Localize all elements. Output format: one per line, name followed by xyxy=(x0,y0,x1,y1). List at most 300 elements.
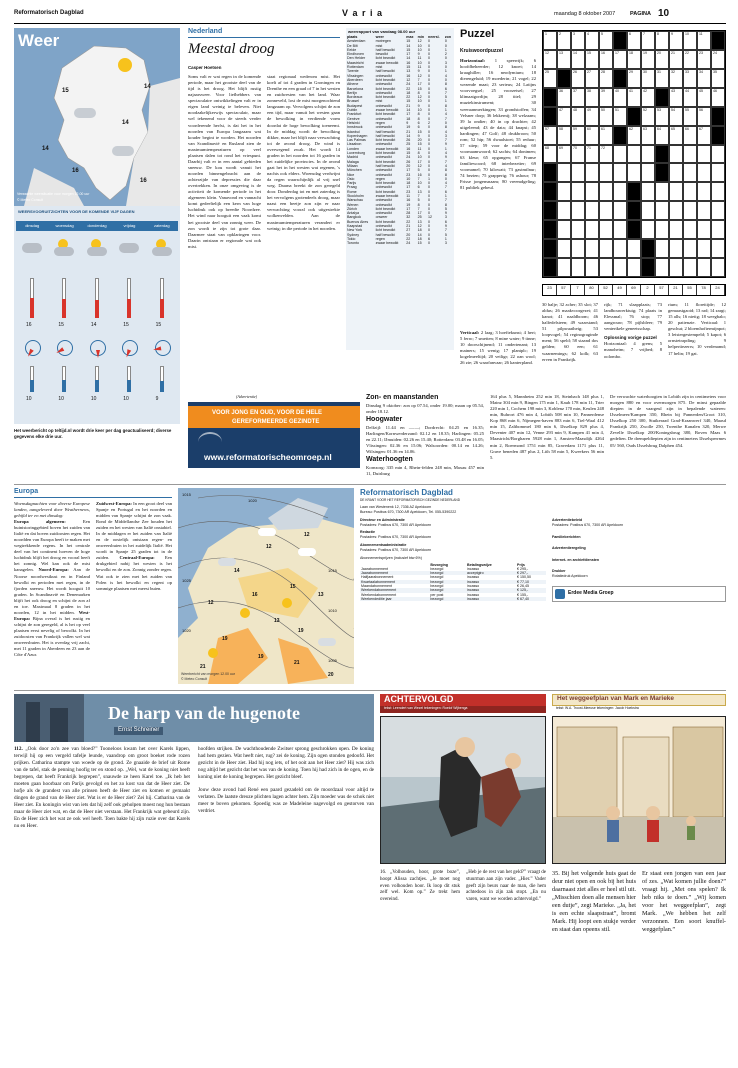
price-cell: Maandabonnement xyxy=(361,584,392,589)
table-cell: 4 xyxy=(444,151,447,156)
table-cell: zwaar bewolkt xyxy=(375,108,399,113)
crossword-cell[interactable] xyxy=(641,31,655,50)
crossword-cell[interactable] xyxy=(655,201,669,220)
crossword-cell[interactable] xyxy=(585,182,599,201)
crossword-cell[interactable] xyxy=(571,126,585,145)
table-cell: Frankfurt xyxy=(346,112,375,116)
crossword-cell[interactable] xyxy=(557,126,571,145)
crossword-cell[interactable] xyxy=(669,145,683,164)
crossword-cell[interactable] xyxy=(655,69,669,88)
crossword-cell[interactable] xyxy=(571,107,585,126)
table-cell: regen xyxy=(375,236,385,241)
crossword-cell[interactable] xyxy=(627,145,641,164)
table-cell: 0 xyxy=(428,142,431,147)
crossword-cell[interactable] xyxy=(711,145,725,164)
crossword-cell[interactable] xyxy=(557,145,571,164)
price-cell: bezorgd xyxy=(430,566,444,571)
crossword-cell[interactable] xyxy=(697,163,711,182)
crossword-cell[interactable] xyxy=(613,220,627,239)
table-cell: 18 xyxy=(406,90,411,95)
crossword-cell[interactable] xyxy=(599,31,613,50)
price-table-body xyxy=(360,567,546,601)
crossword-cell[interactable] xyxy=(613,201,627,220)
table-cell: 24 xyxy=(405,155,416,159)
crossword-cell[interactable] xyxy=(571,163,585,182)
crossword-cell[interactable] xyxy=(711,201,725,220)
crossword-block xyxy=(627,182,641,201)
crossword-cell-number: 7 xyxy=(643,32,645,36)
solution-cell[interactable]: 57 xyxy=(557,285,571,295)
crossword-cell[interactable] xyxy=(627,31,641,50)
crossword-cell[interactable] xyxy=(711,69,725,88)
crossword-cell-number: 37 xyxy=(573,88,577,93)
crossword-cell[interactable] xyxy=(571,50,585,69)
wind-icon xyxy=(81,338,113,360)
achtervolgd-col-1: 16. „Volhouden, hoor, grote boze”, hoopt Alissa zachtjes. „Je moet nog even volhouden hoor. Ik loop dit stuk zelf wel. Kom op.” Ze trekt hem overeind. xyxy=(380,870,460,902)
table-cell: 0 xyxy=(427,112,444,116)
crossword-cell[interactable] xyxy=(683,258,697,277)
crossword-cell[interactable] xyxy=(543,69,557,88)
solution-cell[interactable]: 57 xyxy=(655,285,669,295)
sun-icon xyxy=(118,58,132,72)
crossword-cell[interactable] xyxy=(669,88,683,107)
crossword-cell[interactable] xyxy=(697,182,711,201)
table-cell: 3 xyxy=(444,133,447,138)
crossword-cell[interactable] xyxy=(697,50,711,69)
max-temp-2: 15 xyxy=(58,322,64,328)
weather-table-body xyxy=(346,39,454,245)
crossword-cell[interactable] xyxy=(697,145,711,164)
crossword-cell[interactable] xyxy=(613,182,627,201)
table-cell: half bewolkt xyxy=(375,133,395,138)
crossword-cell[interactable] xyxy=(683,88,697,107)
nederland-author: Casper Hoetsen xyxy=(188,64,222,70)
crossword-cell[interactable] xyxy=(627,50,641,69)
solution-cell[interactable]: 80 xyxy=(585,285,599,295)
crossword-cell[interactable] xyxy=(697,258,711,277)
crossword-cell[interactable] xyxy=(669,258,683,277)
crossword-cell[interactable] xyxy=(543,126,557,145)
cloud-icon xyxy=(258,528,276,536)
puzzel-oplossing-h: Horizontaal: 4 grens; 5 manoheim; 7 vrijbed; 8 oolombo. xyxy=(604,341,662,359)
cloud-icon xyxy=(74,108,96,118)
crossword-cell[interactable] xyxy=(669,50,683,69)
crossword-cell[interactable] xyxy=(599,126,613,145)
crossword-cell[interactable] xyxy=(683,107,697,126)
puzzel-section xyxy=(460,28,726,392)
hoogwater-text: Delfzijl: 11.44 en —.—; Dordrecht: 04.25 en 16.35; Harlingen/Kornwerderzand: 02.12 en 18.35; Harlingen: 05.25 en 22.11; IJmuiden: 02.26 en 15.40; Rotterdam: 03.48 en 16.05; Vlissingen: 02.36 en 15.06; Walsoorden: 00.14 en 14.26; Wilsingen: 01.36 en 14.06. xyxy=(366,424,484,454)
colofon-left xyxy=(360,488,546,601)
crossword-cell[interactable] xyxy=(613,88,627,107)
crossword-cell[interactable] xyxy=(627,88,641,107)
table-cell: 18 xyxy=(406,116,411,121)
table-cell: onbewolkt xyxy=(375,104,406,108)
colofon-lines xyxy=(360,505,546,561)
table-cell: 25 xyxy=(417,215,427,219)
crossword-cell[interactable] xyxy=(571,88,585,107)
crossword-cell[interactable] xyxy=(697,69,711,88)
table-cell: 0 xyxy=(444,65,447,70)
crossword-cell[interactable] xyxy=(711,50,725,69)
table-cell: 7 xyxy=(417,193,420,198)
crossword-cell[interactable] xyxy=(585,163,599,182)
crossword-cell[interactable] xyxy=(557,50,571,69)
table-cell: 13 xyxy=(417,219,422,224)
crossword-cell[interactable] xyxy=(571,31,585,50)
solution-cell[interactable]: 24 xyxy=(711,285,725,295)
crossword-cell[interactable] xyxy=(571,69,585,88)
crossword-cell[interactable] xyxy=(655,107,669,126)
crossword-cell[interactable] xyxy=(697,31,711,50)
crossword-cell[interactable] xyxy=(627,126,641,145)
puzzel-verticaal-text-2: 2 laag; 3 hoeftekunst; 4 hert; 5 ferro; 7 smetten; 8 mine water; 9 tinne; 10 doorschijnend; 11 ondertenant; 13 mainers; 15 wenig; 17 plantplc; 19 kogelmeeltijd; 20 veiligr; 22 oan wool; 26 zie; 26 waarfanvaar; 26 kanterpland. xyxy=(460,330,536,366)
crossword-cell[interactable] xyxy=(585,50,599,69)
crossword-cell[interactable] xyxy=(655,258,669,277)
max-temp-4: 15 xyxy=(123,322,129,328)
europa-temp-3: 12 xyxy=(304,532,310,538)
crossword-cell[interactable] xyxy=(599,220,613,239)
crossword-cell-number: 1 xyxy=(545,32,547,36)
table-cell: Bordeaux xyxy=(346,95,375,99)
forecast-min-row xyxy=(16,364,178,408)
europa-west-head: West-Europa: xyxy=(14,609,90,621)
price-cell: acceptgiro xyxy=(466,571,516,575)
crossword-cell[interactable] xyxy=(669,201,683,220)
crossword-cell[interactable] xyxy=(683,69,697,88)
table-cell: 17 xyxy=(406,185,411,190)
solution-cell[interactable]: 49 xyxy=(613,285,627,295)
harp-title: De harp van de hugenote xyxy=(108,703,301,723)
crossword-cell[interactable] xyxy=(613,239,627,258)
max-temp-1: 16 xyxy=(26,322,32,328)
crossword-cell[interactable] xyxy=(599,239,613,258)
table-cell: Twente xyxy=(346,69,375,73)
crossword-cell[interactable] xyxy=(697,107,711,126)
price-cell: incasso xyxy=(467,584,480,589)
crossword-grid[interactable] xyxy=(542,30,726,278)
crossword-cell[interactable] xyxy=(683,145,697,164)
solution-cell[interactable]: 69 xyxy=(627,285,641,295)
crossword-cell-number: 43 xyxy=(671,88,675,93)
crossword-cell[interactable] xyxy=(613,50,627,69)
crossword-cell[interactable] xyxy=(599,145,613,164)
crossword-cell[interactable] xyxy=(557,31,571,50)
crossword-cell[interactable] xyxy=(683,201,697,220)
table-cell: 8 xyxy=(417,116,420,121)
table-cell: 0 xyxy=(428,219,431,224)
table-cell: half bewolkt xyxy=(375,233,406,237)
crossword-cell[interactable] xyxy=(641,182,655,201)
thermometer-max xyxy=(146,274,178,334)
crossword-cell[interactable] xyxy=(585,239,599,258)
nederland-col-2: staat regionaal wederom mist. Het koelt af tot 4 graden in Groningen en Drenthe en een graad of 7 in het westen en zuidwesten van het land. Waar zonneveld, lost de mist morgenochtend langzaam op. Vervolgens schijnt de zon een tijd, maar vanuit het westen gaan de bewolking in verdiende vorm doordat de hoge bewolking toeneemt. In de middag wordt de bewolking dikker, maar het blijft naar verwachting tot de avond droog. De wind is overwegend zwak. Het wordt 14 graden in het noorden tot 16 graden in het zuidelijke provincies. In de avond gaat het in het westen wat regenen, 's nachts ook elders. Woensdag verdwijnt da regen waarschijnlijk al vrij snel weg. Daarna breekt de zon geregeld door. Donderdag tot en met zaterdag is het vervolgens grotendeels droog, maar naast een beetje zon zijn er naar verwachting vooral ook uitgestrekte wolkenvelden. Aan de maximumtemperaturen verandert er weinig; in die periode in het noorden. xyxy=(267,74,340,231)
table-header-cell: weer xyxy=(375,35,384,39)
colofon-line: Redactie xyxy=(360,530,375,535)
crossword-cell[interactable] xyxy=(669,107,683,126)
crossword-cell[interactable] xyxy=(641,126,655,145)
crossword-cell[interactable] xyxy=(627,163,641,182)
crossword-cell[interactable] xyxy=(557,201,571,220)
crossword-cell[interactable] xyxy=(697,239,711,258)
table-cell: 0 xyxy=(427,78,444,82)
crossword-cell-number: 4 xyxy=(587,32,589,36)
solution-cell[interactable]: 78 xyxy=(697,285,711,295)
table-cell: half bewolkt xyxy=(375,69,406,73)
crossword-cell[interactable] xyxy=(557,220,571,239)
table-cell: Milaan xyxy=(346,164,375,168)
table-cell: München xyxy=(347,168,362,173)
crossword-cell[interactable] xyxy=(669,182,683,201)
pressure-label-4: 1020 xyxy=(182,628,191,633)
crossword-cell-number: 58 xyxy=(559,126,563,131)
table-cell: 0 xyxy=(427,233,444,237)
crossword-cell[interactable] xyxy=(669,239,683,258)
table-cell: 0 xyxy=(427,61,444,65)
weer-temp-5: 16 xyxy=(72,168,79,174)
crossword-cell[interactable] xyxy=(641,50,655,69)
crossword-cell[interactable] xyxy=(641,201,655,220)
table-cell: half bewolkt xyxy=(375,47,395,52)
crossword-cell[interactable] xyxy=(655,220,669,239)
crossword-cell[interactable] xyxy=(669,31,683,50)
advertentie-banner[interactable] xyxy=(188,402,360,468)
crossword-cell[interactable] xyxy=(585,220,599,239)
crossword-cell[interactable] xyxy=(655,50,669,69)
solution-cell[interactable]: 7 xyxy=(571,285,585,295)
table-cell: 12 xyxy=(417,39,422,44)
table-cell: 18 xyxy=(405,181,416,185)
weggeefplan-title: Het weggeefplan van Mark en Marieke xyxy=(557,695,675,702)
crossword-cell[interactable] xyxy=(571,239,585,258)
europa-centraal: Een drukgebied nabij het westen is het bewolkt en de zon. Zonnig zonder regen. Wat ook te zien met het zuiden van Polen is het bewolkt en regent op sommige plaatsen met meest buien. xyxy=(96,555,172,591)
crossword-cell[interactable] xyxy=(683,31,697,50)
crossword-cell[interactable] xyxy=(599,50,613,69)
table-cell: 26 xyxy=(406,159,411,164)
crossword-cell[interactable] xyxy=(557,163,571,182)
crossword-cell[interactable] xyxy=(599,182,613,201)
crossword-cell[interactable] xyxy=(669,220,683,239)
crossword-cell-number: 3 xyxy=(573,32,575,36)
crossword-cell[interactable] xyxy=(711,258,725,277)
crossword-cell[interactable] xyxy=(585,107,599,126)
crossword-cell[interactable] xyxy=(599,258,613,277)
crossword-cell[interactable] xyxy=(711,182,725,201)
crossword-block xyxy=(543,88,557,107)
crossword-cell[interactable] xyxy=(585,126,599,145)
crossword-cell[interactable] xyxy=(683,126,697,145)
weer-map-caption: Verwachte weersituatie voor morgen 12.00 uur xyxy=(17,192,90,196)
europa-zuidwest-head: Zuidwest-Europa: xyxy=(96,500,132,506)
crossword-cell[interactable] xyxy=(697,88,711,107)
table-cell: 6 xyxy=(444,219,447,224)
crossword-cell[interactable] xyxy=(571,201,585,220)
table-cell: mist xyxy=(375,44,406,48)
crossword-cell[interactable] xyxy=(627,239,641,258)
table-cell: Athene xyxy=(347,82,359,87)
crossword-cell[interactable] xyxy=(627,258,641,277)
crossword-cell[interactable] xyxy=(655,31,669,50)
crossword-cell[interactable] xyxy=(571,182,585,201)
crossword-cell[interactable] xyxy=(711,239,725,258)
table-cell: 16 xyxy=(405,198,416,202)
table-cell: onbewolkt xyxy=(375,155,406,159)
crossword-cell[interactable] xyxy=(683,239,697,258)
europa-map-caption: Weerbericht van morgen 12.00 uur xyxy=(181,672,236,676)
crossword-cell[interactable] xyxy=(571,220,585,239)
solution-cell[interactable]: 2 xyxy=(641,285,655,295)
colofon-line: Postadres: Postbus 670, 7300 AR Apeldoorn xyxy=(360,547,432,552)
crossword-cell[interactable] xyxy=(641,220,655,239)
table-cell: 0 xyxy=(427,241,444,245)
crossword-cell[interactable] xyxy=(669,126,683,145)
puzzel-oplossing-v: Verticaal: 1 geschut; 2 bloemhoftermijnpot; 3 leistergestempeld; 5 kapot; 6 ornstetrapding; 9 helpertiezerrs; 10 verdenamd; 17 helin; 19 gat. xyxy=(668,320,726,356)
crossword-cell[interactable] xyxy=(697,220,711,239)
table-cell: Malaga xyxy=(347,159,359,164)
crossword-cell[interactable] xyxy=(599,163,613,182)
crossword-cell[interactable] xyxy=(641,88,655,107)
page-header xyxy=(14,8,726,22)
weggeefplan-illustration-svg xyxy=(553,717,726,864)
crossword-cell[interactable] xyxy=(599,107,613,126)
crossword-cell[interactable] xyxy=(543,31,557,50)
table-cell: onweer xyxy=(375,215,406,219)
crossword-cell[interactable] xyxy=(585,31,599,50)
table-cell: 9 xyxy=(417,104,427,108)
crossword-cell[interactable] xyxy=(613,258,627,277)
price-cell: incasso xyxy=(466,588,516,592)
puzzel-oplossing-label: Oplossing vorige puzzel xyxy=(604,335,657,341)
crossword-cell[interactable] xyxy=(683,163,697,182)
crossword-cell[interactable] xyxy=(543,145,557,164)
crossword-cell[interactable] xyxy=(641,107,655,126)
rain-cloud-icon xyxy=(218,558,236,566)
crossword-block xyxy=(711,126,725,145)
crossword-cell[interactable] xyxy=(711,88,725,107)
crossword-cell[interactable] xyxy=(641,163,655,182)
table-cell: licht bewolkt xyxy=(375,151,396,156)
crossword-cell[interactable] xyxy=(697,201,711,220)
crossword-cell[interactable] xyxy=(585,145,599,164)
table-cell: 3 xyxy=(444,241,454,245)
table-cell: 19 xyxy=(406,202,411,207)
crossword-cell-number: 66 xyxy=(685,126,689,131)
crossword-block xyxy=(613,126,627,145)
crossword-cell[interactable] xyxy=(669,163,683,182)
crossword-cell[interactable] xyxy=(599,69,613,88)
crossword-cell[interactable] xyxy=(655,239,669,258)
table-cell: Oslo xyxy=(347,176,355,181)
table-cell: Praag xyxy=(347,185,357,190)
price-cell: incasso xyxy=(467,592,480,597)
crossword-block xyxy=(627,201,641,220)
crossword-cell[interactable] xyxy=(641,69,655,88)
crossword-cell[interactable] xyxy=(571,258,585,277)
solution-cell[interactable]: 52 xyxy=(599,285,613,295)
crossword-block xyxy=(655,145,669,164)
price-header-cell: Prijs xyxy=(517,562,525,567)
table-cell: 23 xyxy=(405,173,416,177)
crossword-cell[interactable] xyxy=(557,182,571,201)
crossword-cell[interactable] xyxy=(613,145,627,164)
crossword-cell[interactable] xyxy=(613,163,627,182)
crossword-cell[interactable] xyxy=(557,258,571,277)
achtervolgd-title-bar xyxy=(380,694,546,706)
crossword-cell[interactable] xyxy=(683,50,697,69)
crossword-cell[interactable] xyxy=(557,107,571,126)
crossword-cell[interactable] xyxy=(543,50,557,69)
table-cell: zwaar bewolkt xyxy=(375,241,406,245)
solution-cell[interactable]: 55 xyxy=(683,285,697,295)
crossword-cell[interactable] xyxy=(627,69,641,88)
crossword-cell[interactable] xyxy=(655,126,669,145)
crossword-cell[interactable] xyxy=(585,201,599,220)
forecast-day-5: zaterdag xyxy=(154,223,170,228)
section-rule-1 xyxy=(14,484,726,485)
advertentie-url[interactable]: www.reformatorischeomroep.nl xyxy=(204,452,332,462)
crossword-cell[interactable] xyxy=(557,239,571,258)
puzzel-verticaal-label-2: Verticaal: xyxy=(460,330,480,335)
table-cell: 0 xyxy=(427,130,444,134)
radio-tower-icon xyxy=(198,432,222,452)
crossword-cell-number: 40 xyxy=(615,88,619,93)
crossword-cell[interactable] xyxy=(697,126,711,145)
table-cell: 0 xyxy=(428,193,431,198)
table-cell: zwaar bewolkt xyxy=(375,193,399,198)
crossword-cell[interactable] xyxy=(683,182,697,201)
crossword-cell[interactable] xyxy=(557,88,571,107)
crossword-cell[interactable] xyxy=(571,145,585,164)
crossword-cell[interactable] xyxy=(669,69,683,88)
table-cell: 8 xyxy=(444,125,447,130)
table-cell: 0 xyxy=(428,228,431,233)
crossword-cell[interactable] xyxy=(683,220,697,239)
crossword-cell-number: 6 xyxy=(629,32,631,36)
table-cell: 22 xyxy=(405,87,416,91)
crossword-cell-number: 15 xyxy=(587,50,591,55)
min-temp-4: 10 xyxy=(123,396,129,402)
crossword-cell-number: 29 xyxy=(629,69,633,74)
table-cell: Londen xyxy=(346,147,375,151)
table-cell: 12 xyxy=(405,78,416,82)
crossword-cell[interactable] xyxy=(585,69,599,88)
weggeefplan-col-2: Er staat een jongen van een jaar of zes. „Wat komen jullie doen?” vraagt hij. „Met ons spelen? Ik heb niks te doen.” „Wij komen voor het weggeefplan”, zegt Mark. „We hebben het zelf verzonnen. Een soort knuffel-weggefplan.” xyxy=(642,870,726,934)
crossword-cell-number: 57 xyxy=(545,126,549,131)
crossword-cell[interactable] xyxy=(641,145,655,164)
table-cell: Kopenhagen xyxy=(347,133,368,138)
table-cell: 5 xyxy=(444,233,454,237)
forecast-icon-cell xyxy=(16,233,48,269)
crossword-cell[interactable] xyxy=(585,258,599,277)
crossword-cell[interactable] xyxy=(613,107,627,126)
crossword-block xyxy=(711,31,725,50)
nederland-article xyxy=(188,28,340,358)
crossword-cell[interactable] xyxy=(711,220,725,239)
table-cell: 21 xyxy=(405,224,416,228)
solution-cell[interactable]: 23 xyxy=(543,285,557,295)
crossword-cell[interactable] xyxy=(655,182,669,201)
cloud-sun-icon xyxy=(112,146,134,156)
zon-col-2: 164 plus 5, Mannheim 252 min 18, Steinbach 148 plus 1, Mainz 304 min 9, Bingen 175 min 1, Kaub 178 min 11, Trier 220 min 1, Cochem 198 min 3, Koblenz 170 min, Keulen 248 min, Ruhrort 476 min 4, Lobith 508 min 10, Pannerdense Kop 868 min 6, Nijmegen-haven 883 min 6, Tiel-Waal 412 min 15, Zaltbommel 180 min 6, IJsselkop 829 plus 4, Deventer 407 min 12, Venne 293 min 9, Kampen 41 min 4, Maastricht/Borgharen 5928 min 1, Amsten-Maasdijk 4264 min 2, Roermond 1751 min 85, Gravedam 1171 plus 11, Grave beneden 487 plus 2, Lith 58 min 5, Kweekers 56 min 5. xyxy=(490,394,604,460)
crossword-cell[interactable] xyxy=(599,201,613,220)
solution-cell[interactable]: 21 xyxy=(669,285,683,295)
crossword-cell[interactable] xyxy=(599,88,613,107)
crossword-cell-number: 27 xyxy=(587,69,591,74)
crossword-cell[interactable] xyxy=(711,163,725,182)
table-cell: onbewolkt xyxy=(375,125,392,130)
pressure-label-5: 1015 xyxy=(328,568,337,573)
crossword-cell[interactable] xyxy=(585,88,599,107)
crossword-cell-number: 14 xyxy=(573,50,577,55)
